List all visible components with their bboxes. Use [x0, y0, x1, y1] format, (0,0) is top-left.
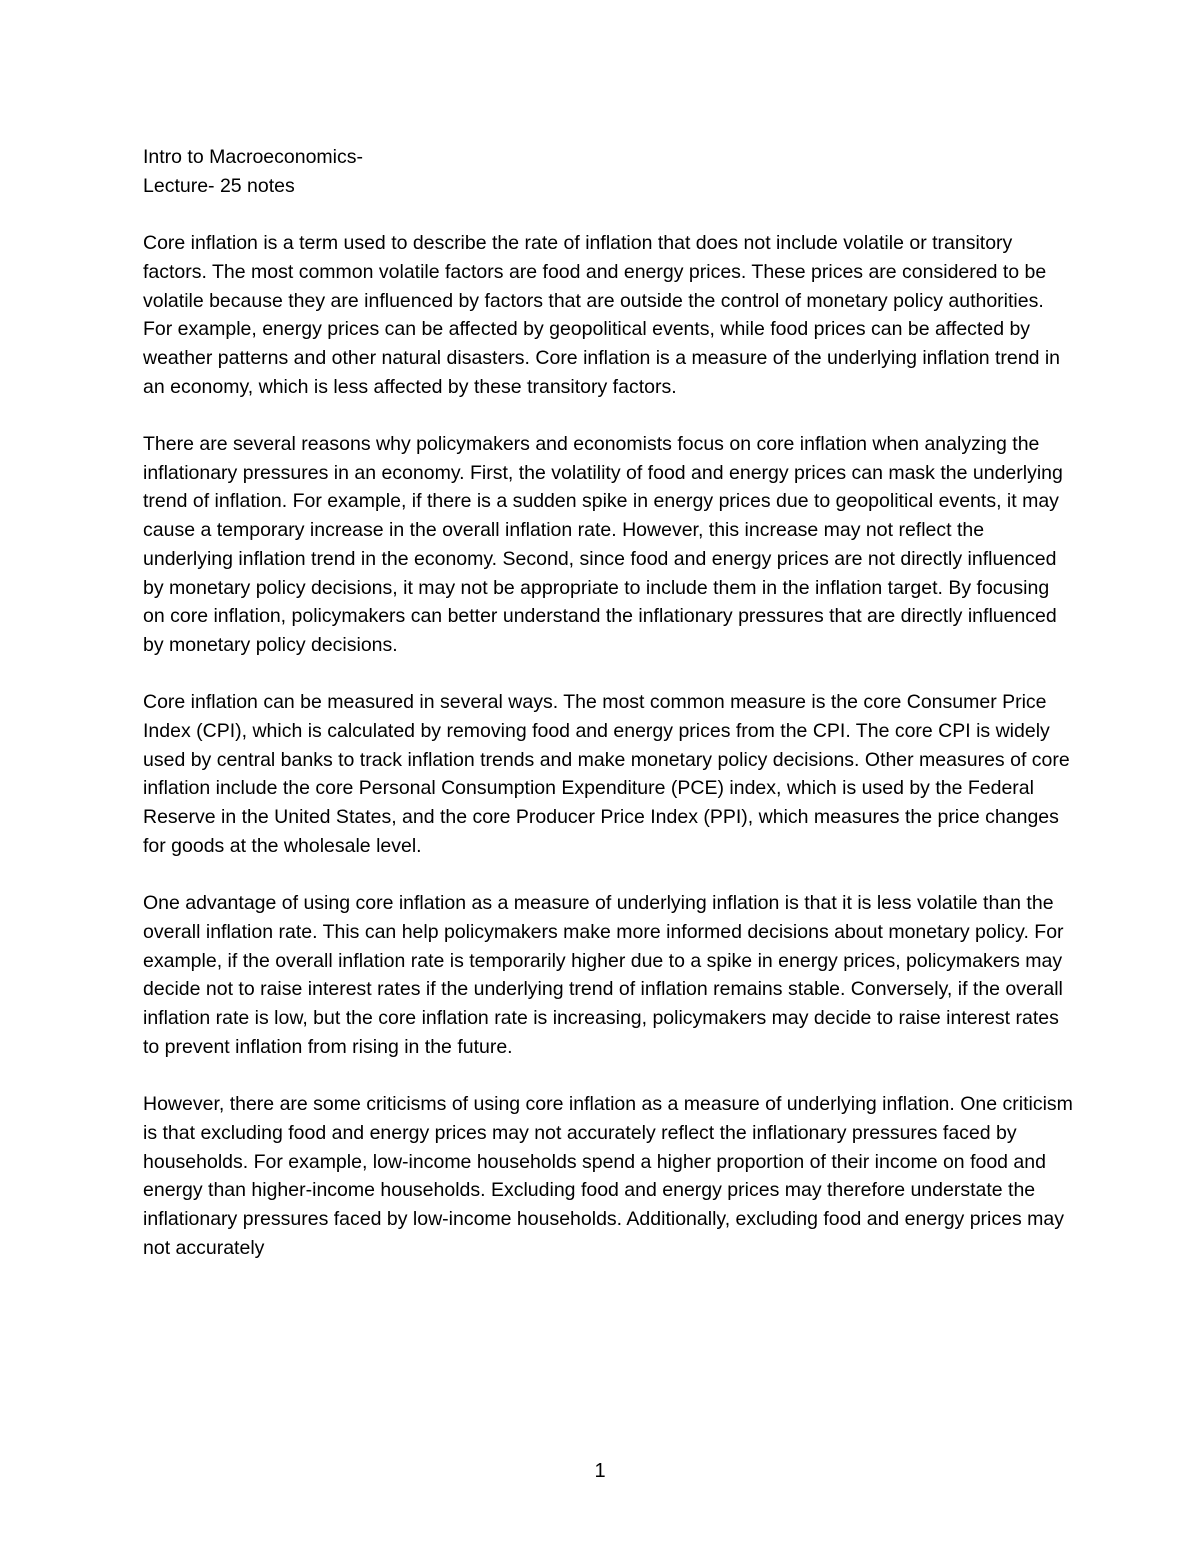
- document-body: [143, 143, 1073, 1262]
- paragraph-advantages: One advantage of using core inflation as a measure of underlying inflation is that it is less volatile than the overall inflation rate. This can help policymakers make more informed decisions about monetary policy. For example, if the overall inflation rate is temporarily higher due to a spike in energy prices, policymakers may decide not to raise interest rates if the underlying trend of inflation remains stable. Conversely, if the overall inflation rate is low, but the core inflation rate is increasing, policymakers may decide to raise interest rates to prevent inflation from rising in the future.: [143, 892, 1064, 1058]
- page-number: 1: [594, 1460, 606, 1482]
- paragraph-measurement-methods: Core inflation can be measured in several ways. The most common measure is the core Consumer Price Index (CPI), which is calculated by removing food and energy prices from the CPI. The core CPI is widely used by central banks to track inflation trends and make monetary policy decisions. Other measures of core inflation include the core Personal Consumption Expenditure (PCE) index, which is used by the Federal Reserve in the United States, and the core Producer Price Index (PPI), which measures the price changes for goods at the wholesale level.: [143, 691, 1070, 857]
- course-title: Intro to Macroeconomics-: [143, 146, 363, 168]
- paragraph-reasons-for-focus: There are several reasons why policymakers and economists focus on core inflation when analyzing the inflationary pressures in an economy. First, the volatility of food and energy prices can mask the underlying trend of inflation. For example, if there is a sudden spike in energy prices due to geopolitical events, it may cause a temporary increase in the overall inflation rate. However, this increase may not reflect the underlying inflation trend in the economy. Second, since food and energy prices are not directly influenced by monetary policy decisions, it may not be appropriate to include them in the inflation target. By focusing on core inflation, policymakers can better understand the inflationary pressures that are directly influenced by monetary policy decisions.: [143, 433, 1063, 656]
- paragraph-criticisms: However, there are some criticisms of using core inflation as a measure of underlying inflation. One criticism is that excluding food and energy prices may not accurately reflect the inflationary pressures faced by households. For example, low-income households spend a higher proportion of their income on food and energy than higher-income households. Excluding food and energy prices may therefore understate the inflationary pressures faced by low-income households. Additionally, excluding food and energy prices may not accurately: [143, 1093, 1073, 1259]
- lecture-title: Lecture- 25 notes: [143, 174, 295, 197]
- document-header: [143, 143, 1073, 200]
- paragraph-core-inflation-definition: Core inflation is a term used to describe the rate of inflation that does not include volatile or transitory factors. The most common volatile factors are food and energy prices. These prices are considered to be volatile because they are influenced by factors that are outside the control of monetary policy authorities. For example, energy prices can be affected by geopolitical events, while food prices can be affected by weather patterns and other natural disasters. Core inflation is a measure of the underlying inflation trend in an economy, which is less affected by these transitory factors.: [143, 232, 1061, 398]
